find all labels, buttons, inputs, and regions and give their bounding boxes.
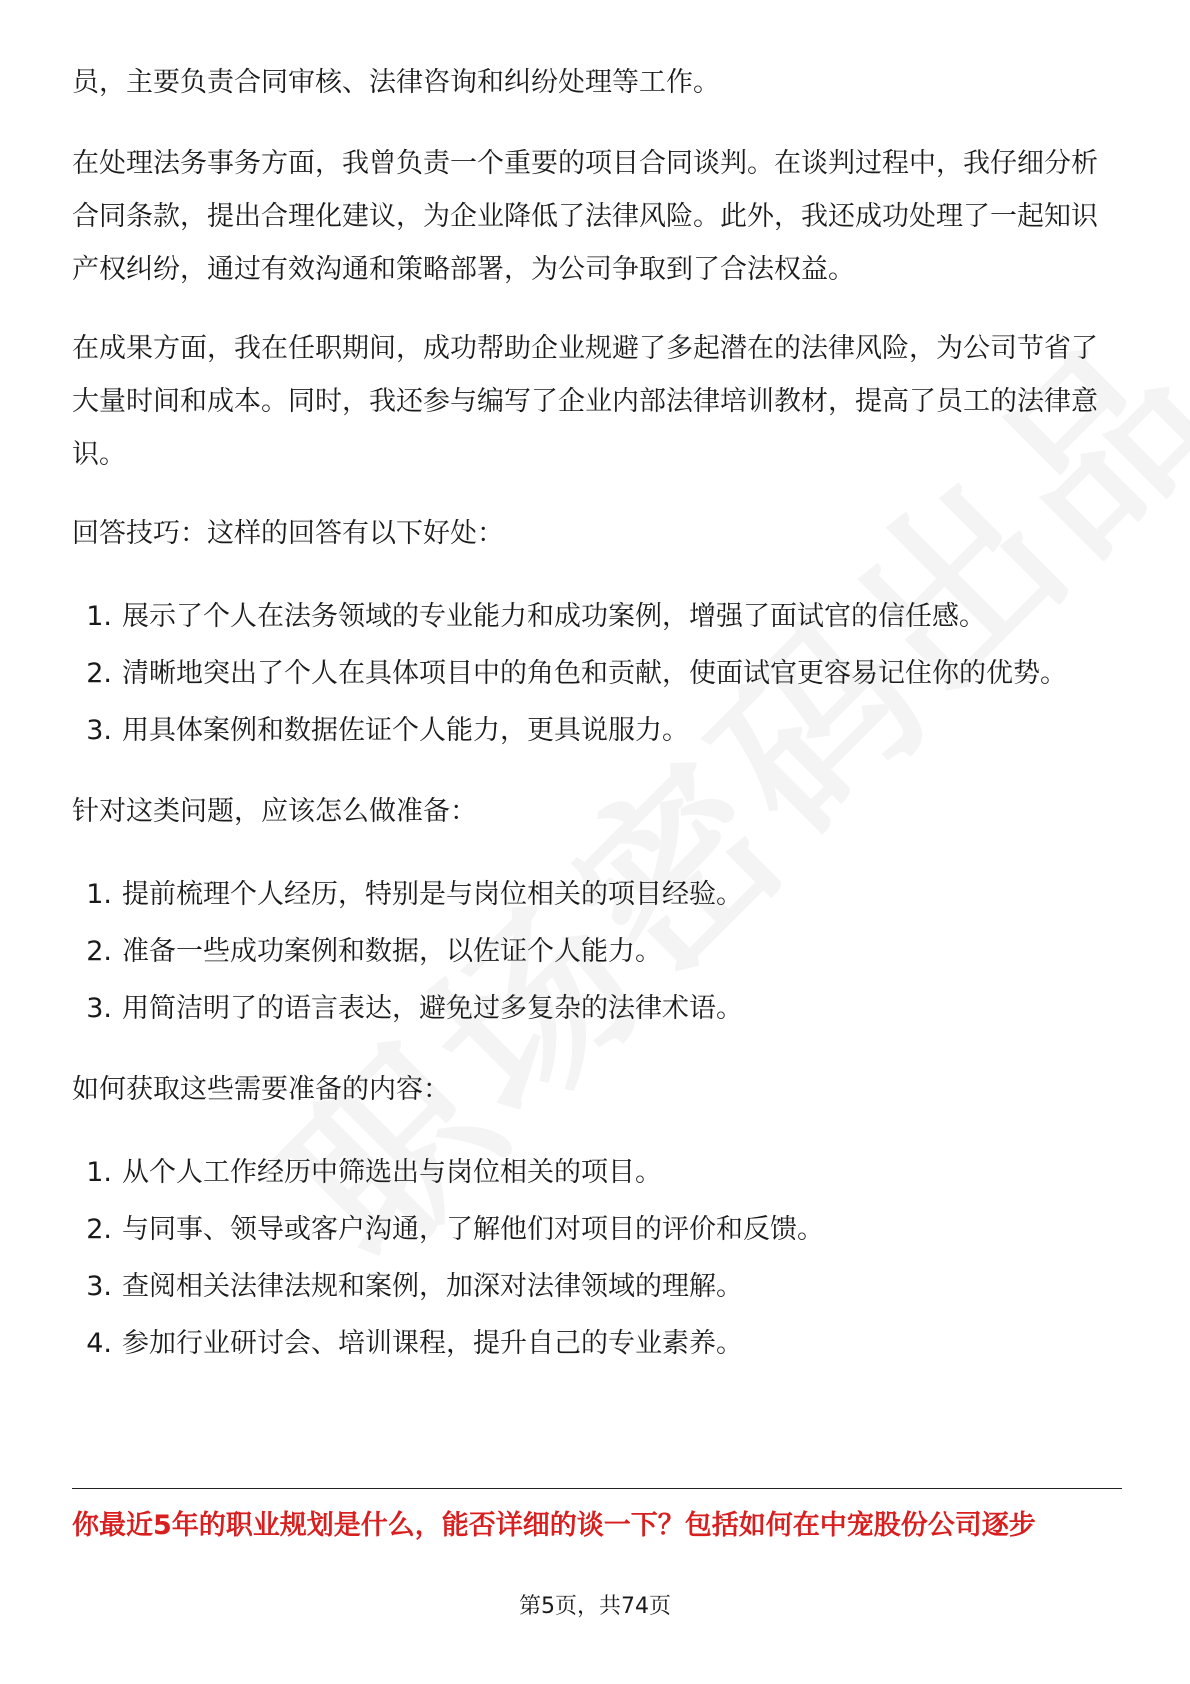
list-item [72, 1146, 1122, 1199]
numbered-list [72, 1146, 1122, 1370]
divider [72, 1488, 1122, 1489]
numbered-list [72, 868, 1122, 1035]
list-number: 1. [86, 1157, 112, 1188]
list-text: 用简洁明了的语言表达，避免过多复杂的法律术语。 [122, 993, 743, 1024]
list-item [72, 590, 1122, 643]
list-number: 3. [86, 715, 112, 746]
list-number: 3. [86, 993, 112, 1024]
list-number: 4. [86, 1328, 112, 1359]
page-number: 第5页，共74页 [519, 1594, 671, 1619]
list-number: 3. [86, 1271, 112, 1302]
section-sources [72, 1063, 1122, 1370]
paragraph-achievements: 在成果方面，我在任职期间，成功帮助企业规避了多起潜在的法律风险，为公司节省了大量时间和成本。同时，我还参与编写了企业内部法律培训教材，提高了员工的法律意识。 [72, 333, 1098, 470]
list-item [72, 868, 1122, 921]
list-text: 与同事、领导或客户沟通，了解他们对项目的评价和反馈。 [122, 1214, 824, 1245]
document-body [72, 56, 1122, 1398]
list-item [72, 1260, 1122, 1313]
numbered-list [72, 590, 1122, 757]
list-text: 展示了个人在法务领域的专业能力和成功案例，增强了面试官的信任感。 [122, 601, 986, 632]
list-number: 1. [86, 601, 112, 632]
list-number: 2. [86, 936, 112, 967]
list-item [72, 982, 1122, 1035]
next-question-heading: 你最近5年的职业规划是什么，能否详细的谈一下？包括如何在中宠股份公司逐步 [72, 1510, 1036, 1541]
list-text: 用具体案例和数据佐证个人能力，更具说服力。 [122, 715, 689, 746]
list-text: 查阅相关法律法规和案例，加深对法律领域的理解。 [122, 1271, 743, 1302]
list-item [72, 704, 1122, 757]
list-text: 准备一些成功案例和数据，以佐证个人能力。 [122, 936, 662, 967]
section-preparation [72, 785, 1122, 1035]
list-text: 清晰地突出了个人在具体项目中的角色和贡献，使面试官更容易记住你的优势。 [122, 658, 1067, 689]
section-answer-tips [72, 507, 1122, 757]
paragraph-legal-affairs: 在处理法务事务方面，我曾负责一个重要的项目合同谈判。在谈判过程中，我仔细分析合同条款，提出合理化建议，为企业降低了法律风险。此外，我还成功处理了一起知识产权纠纷，通过有效沟通和策略部署，为公司争取到了合法权益。 [72, 148, 1098, 285]
section-heading: 如何获取这些需要准备的内容： [72, 1074, 450, 1105]
paragraph-intro-end: 员，主要负责合同审核、法律咨询和纠纷处理等工作。 [72, 67, 720, 98]
list-item [72, 647, 1122, 700]
list-item [72, 925, 1122, 978]
list-text: 参加行业研讨会、培训课程，提升自己的专业素养。 [122, 1328, 743, 1359]
section-heading: 针对这类问题，应该怎么做准备： [72, 796, 477, 827]
list-text: 从个人工作经历中筛选出与岗位相关的项目。 [122, 1157, 662, 1188]
section-heading: 回答技巧：这样的回答有以下好处： [72, 518, 504, 549]
list-item [72, 1317, 1122, 1370]
list-number: 1. [86, 879, 112, 910]
list-number: 2. [86, 658, 112, 689]
list-number: 2. [86, 1214, 112, 1245]
list-item [72, 1203, 1122, 1256]
list-text: 提前梳理个人经历，特别是与岗位相关的项目经验。 [122, 879, 743, 910]
